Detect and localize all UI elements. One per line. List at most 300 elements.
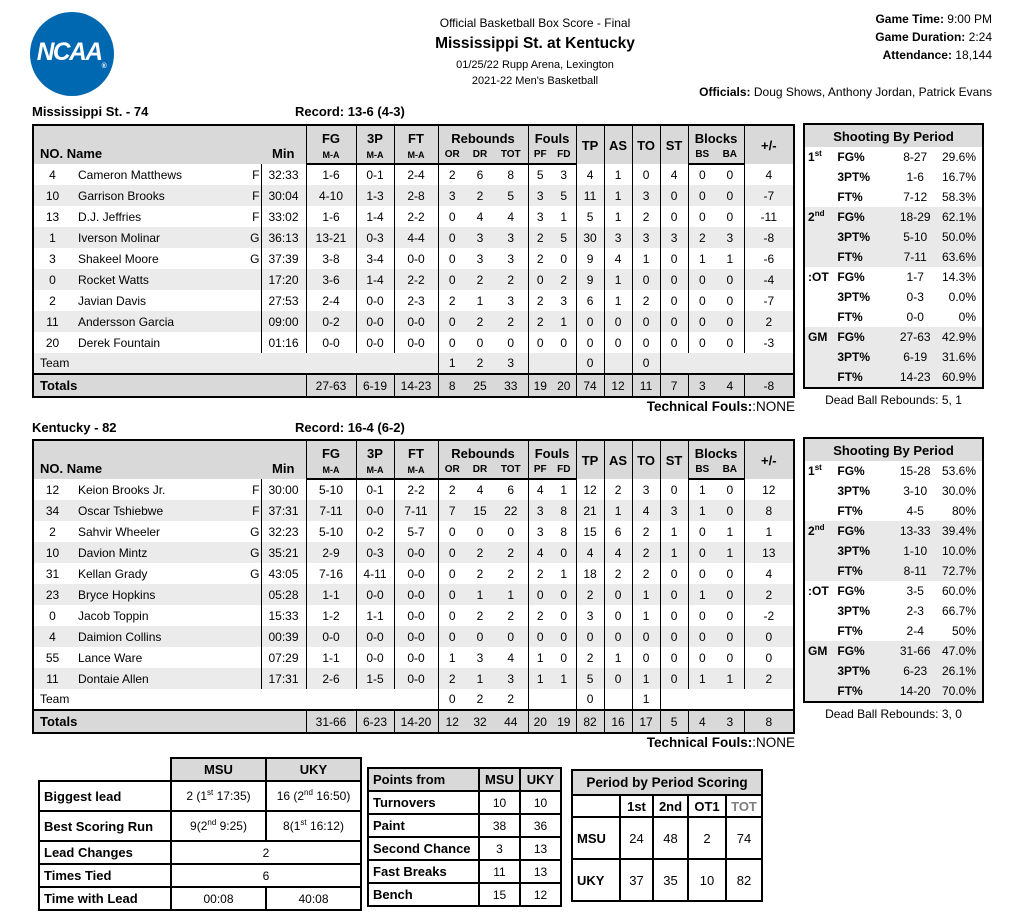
totals-ba: 3 bbox=[716, 710, 744, 733]
stat-ft: 0-0 bbox=[394, 311, 438, 332]
stat-bs: 1 bbox=[698, 503, 706, 518]
col-no-name: NO. Name bbox=[40, 461, 103, 476]
stat-fg: 5-10 bbox=[306, 479, 356, 500]
msu-team-name: Mississippi St. - 74 bbox=[32, 104, 149, 119]
stat-plus-minus: 0 bbox=[765, 629, 773, 644]
stat-ba: 3 bbox=[716, 227, 744, 248]
period-scoring-team: UKY bbox=[572, 859, 620, 901]
period-scoring-title: Period by Period Scoring bbox=[572, 770, 762, 795]
stat-tot: 8 bbox=[494, 164, 528, 185]
stat-ba: 0 bbox=[716, 605, 744, 626]
stat-to: 1 bbox=[632, 605, 660, 626]
stat-st: 0 bbox=[660, 647, 688, 668]
shooting-stat-label: FG% bbox=[837, 644, 865, 658]
player-number: 34 bbox=[45, 503, 60, 518]
best-scoring-run-label: Best Scoring Run bbox=[39, 811, 171, 841]
stat-tp: 21 bbox=[576, 500, 604, 521]
stat-tot: 3 bbox=[494, 227, 528, 248]
stat-st: 0 bbox=[660, 584, 688, 605]
points-from-table bbox=[367, 767, 562, 907]
col-2nd: 2nd bbox=[653, 795, 688, 817]
msu-dead-ball-rebounds: Dead Ball Rebounds: 5, 1 bbox=[825, 393, 962, 407]
stat-3p: 1-3 bbox=[356, 185, 394, 206]
stat-plus-minus: -11 bbox=[760, 209, 778, 224]
stat-fg: 2-9 bbox=[306, 542, 356, 563]
stat-fd: 0 bbox=[552, 626, 576, 647]
times-tied-label: Times Tied bbox=[39, 864, 171, 887]
player-name: Lance Ware bbox=[78, 650, 143, 665]
player-position bbox=[243, 668, 261, 689]
player-row bbox=[33, 185, 794, 206]
stat-min: 36:13 bbox=[261, 227, 306, 248]
stat-dr: 2 bbox=[476, 314, 484, 329]
stat-ba: 1 bbox=[716, 248, 744, 269]
shooting-stat-label: FT% bbox=[837, 190, 863, 204]
stat-fg: 1-2 bbox=[306, 605, 356, 626]
stat-ft: 2-2 bbox=[394, 206, 438, 227]
stat-3p: 1-4 bbox=[356, 269, 394, 290]
totals-label: Totals bbox=[33, 710, 306, 733]
shooting-row bbox=[804, 541, 983, 561]
stat-or: 0 bbox=[448, 335, 456, 350]
stat-fd: 8 bbox=[552, 500, 576, 521]
shooting-pct: 26.1% bbox=[941, 664, 976, 678]
shooting-pct: 66.7% bbox=[941, 604, 976, 618]
player-number: 0 bbox=[49, 272, 56, 287]
col-fg-ma: M-A bbox=[306, 146, 356, 164]
shooting-stat-label: FG% bbox=[837, 584, 865, 598]
shooting-made-att: 3-10 bbox=[903, 484, 928, 498]
stat-or: 2 bbox=[448, 671, 456, 686]
points-from-row bbox=[368, 860, 561, 883]
stat-ba: 0 bbox=[716, 647, 744, 668]
player-name: D.J. Jeffries bbox=[78, 209, 142, 224]
stat-bs: 0 bbox=[698, 650, 706, 665]
col-or: OR bbox=[438, 146, 466, 164]
shooting-pct: 60.0% bbox=[941, 584, 976, 598]
shooting-period bbox=[804, 481, 837, 501]
player-name: Iverson Molinar bbox=[78, 230, 161, 245]
points-from-title: Points from bbox=[368, 768, 479, 791]
stat-3p: 1-5 bbox=[356, 668, 394, 689]
shooting-period bbox=[804, 307, 837, 327]
stat-pf: 2 bbox=[536, 230, 544, 245]
lead-changes-value: 2 bbox=[171, 841, 361, 864]
stat-tot: 2 bbox=[494, 311, 528, 332]
shooting-period: GM bbox=[808, 644, 828, 658]
shooting-made-att: 14-23 bbox=[899, 370, 931, 384]
points-from-rows bbox=[368, 791, 561, 906]
stat-bs: 1 bbox=[698, 483, 706, 497]
shooting-stat-label: FT% bbox=[837, 684, 863, 698]
stat-tot: 4 bbox=[494, 647, 528, 668]
points-from-header bbox=[368, 768, 561, 791]
stat-fg: 1-1 bbox=[306, 647, 356, 668]
stat-fd: 1 bbox=[552, 668, 576, 689]
uky-shooting-rows bbox=[804, 461, 983, 702]
stat-plus-minus: 2 bbox=[765, 587, 773, 602]
stat-st: 1 bbox=[660, 542, 688, 563]
stat-min: 27:53 bbox=[261, 290, 306, 311]
stat-bs: 0 bbox=[698, 524, 706, 539]
player-name: Davion Mintz bbox=[78, 545, 148, 560]
stat-st: 0 bbox=[660, 206, 688, 227]
stat-ft: 0-0 bbox=[394, 584, 438, 605]
shooting-period bbox=[804, 287, 837, 307]
stat-tot: 6 bbox=[494, 479, 528, 500]
stat-min: 05:28 bbox=[261, 584, 306, 605]
stat-pf: 3 bbox=[536, 188, 544, 203]
stat-3p: 0-3 bbox=[356, 542, 394, 563]
col-blocks: Blocks bbox=[688, 440, 744, 461]
shooting-pct: 29.6% bbox=[941, 150, 976, 164]
stat-pf: 4 bbox=[536, 545, 544, 560]
shooting-pct: 63.6% bbox=[941, 250, 976, 264]
totals-bs: 3 bbox=[698, 378, 706, 393]
col-min: Min bbox=[261, 125, 306, 164]
player-row bbox=[33, 605, 794, 626]
stat-ba: 0 bbox=[716, 563, 744, 584]
stat-st: 3 bbox=[660, 500, 688, 521]
stat-or: 1 bbox=[448, 650, 456, 665]
stat-st: 4 bbox=[660, 164, 688, 185]
uky-players bbox=[33, 479, 794, 689]
stat-tp: 3 bbox=[576, 605, 604, 626]
shooting-row bbox=[804, 347, 983, 367]
stat-to: 3 bbox=[632, 185, 660, 206]
stat-3p: 0-0 bbox=[356, 626, 394, 647]
player-number: 1 bbox=[49, 230, 56, 245]
shooting-stat-label: FG% bbox=[837, 464, 865, 478]
shooting-pct: 80% bbox=[951, 504, 976, 518]
player-position: G bbox=[243, 227, 261, 248]
shooting-period bbox=[804, 187, 837, 207]
team-or: 0 bbox=[448, 692, 456, 706]
stat-tot: 0 bbox=[494, 521, 528, 542]
stat-to: 0 bbox=[632, 647, 660, 668]
stat-tp: 18 bbox=[576, 563, 604, 584]
col-tp: TP bbox=[576, 440, 604, 479]
stat-pf: 0 bbox=[536, 629, 544, 644]
stat-plus-minus: -4 bbox=[763, 272, 775, 287]
points-from-uky: 13 bbox=[520, 860, 561, 883]
stat-st: 0 bbox=[660, 290, 688, 311]
msu-box-score-table bbox=[32, 124, 795, 398]
player-row bbox=[33, 269, 794, 290]
player-row bbox=[33, 311, 794, 332]
shooting-made-att: 3-5 bbox=[906, 584, 924, 598]
header-center bbox=[325, 16, 745, 87]
player-row bbox=[33, 521, 794, 542]
stat-to: 2 bbox=[632, 521, 660, 542]
stat-tot: 4 bbox=[494, 206, 528, 227]
player-row bbox=[33, 647, 794, 668]
player-row bbox=[33, 584, 794, 605]
msu-column-header: MSU bbox=[171, 758, 266, 781]
shooting-made-att: 4-5 bbox=[906, 504, 924, 518]
stat-or: 0 bbox=[448, 209, 456, 224]
player-position bbox=[243, 269, 261, 290]
report-title: Official Basketball Box Score - Final bbox=[439, 16, 631, 30]
shooting-period bbox=[804, 601, 837, 621]
player-number: 31 bbox=[45, 566, 60, 581]
stat-pf: 0 bbox=[536, 587, 544, 602]
msu-record: Record: 13-6 (4-3) bbox=[295, 104, 405, 119]
stat-st: 0 bbox=[660, 185, 688, 206]
totals-to: 11 bbox=[632, 374, 660, 397]
totals-dr: 25 bbox=[473, 378, 487, 393]
stat-pf: 2 bbox=[536, 251, 544, 266]
team-fouls-empty bbox=[528, 353, 576, 374]
player-position: F bbox=[243, 206, 261, 227]
stat-ba: 1 bbox=[716, 668, 744, 689]
shooting-row bbox=[804, 267, 983, 287]
points-from-label: Turnovers bbox=[368, 791, 479, 814]
shooting-made-att: 5-10 bbox=[903, 230, 928, 244]
col-1st: 1st bbox=[620, 795, 653, 817]
stat-ft: 2-2 bbox=[394, 269, 438, 290]
stat-pf: 1 bbox=[536, 671, 544, 686]
lead-changes-label: Lead Changes bbox=[39, 841, 171, 864]
shooting-stat-label: FT% bbox=[837, 624, 863, 638]
ncaa-logo bbox=[30, 12, 114, 96]
stat-to: 1 bbox=[632, 248, 660, 269]
shooting-period bbox=[804, 661, 837, 681]
uky-table-tail bbox=[33, 689, 794, 733]
col-fd: FD bbox=[552, 146, 576, 164]
uky-dead-ball-rebounds: Dead Ball Rebounds: 3, 0 bbox=[825, 707, 962, 721]
stat-tp: 12 bbox=[576, 479, 604, 500]
stat-bs: 1 bbox=[698, 251, 706, 266]
stat-fg: 2-6 bbox=[306, 668, 356, 689]
totals-tot: 33 bbox=[494, 374, 528, 397]
game-duration: Game Duration: 2:24 bbox=[875, 30, 992, 44]
stat-fg: 0-2 bbox=[306, 311, 356, 332]
msu-team-title bbox=[32, 104, 795, 120]
stat-ba: 0 bbox=[716, 206, 744, 227]
stat-fg: 1-1 bbox=[306, 584, 356, 605]
stat-ft: 0-0 bbox=[394, 332, 438, 353]
stat-tp: 15 bbox=[576, 521, 604, 542]
col-rebounds: Rebounds bbox=[438, 125, 528, 146]
stat-bs: 1 bbox=[698, 671, 706, 686]
player-number: 4 bbox=[49, 629, 56, 644]
shooting-stat-label: FG% bbox=[837, 150, 865, 164]
stat-bs: 0 bbox=[698, 335, 706, 350]
shooting-pct: 0% bbox=[958, 310, 976, 324]
stat-ba: 0 bbox=[716, 332, 744, 353]
stat-fg: 5-10 bbox=[306, 521, 356, 542]
stat-st: 0 bbox=[660, 605, 688, 626]
player-name: Andersson Garcia bbox=[78, 314, 175, 329]
stat-ft: 2-3 bbox=[394, 290, 438, 311]
officials-line: Officials: Doug Shows, Anthony Jordan, Patrick Evans bbox=[699, 85, 992, 99]
shooting-row bbox=[804, 501, 983, 521]
stat-3p: 3-4 bbox=[356, 248, 394, 269]
stat-ba: 0 bbox=[716, 164, 744, 185]
stat-min: 00:39 bbox=[261, 626, 306, 647]
player-position: F bbox=[243, 164, 261, 185]
team-to: 1 bbox=[632, 689, 660, 710]
stat-or: 2 bbox=[448, 293, 456, 308]
shooting-row bbox=[804, 227, 983, 247]
stat-or: 0 bbox=[448, 608, 456, 623]
uky-record: Record: 16-4 (6-2) bbox=[295, 420, 405, 435]
team-fouls-empty bbox=[528, 689, 576, 710]
stat-min: 30:04 bbox=[261, 185, 306, 206]
shooting-period bbox=[804, 621, 837, 641]
player-name: Bryce Hopkins bbox=[78, 587, 156, 602]
shooting-stat-label: 3PT% bbox=[837, 290, 871, 304]
stat-dr: 3 bbox=[476, 650, 484, 665]
shooting-stat-label: FG% bbox=[837, 270, 865, 284]
stat-or: 3 bbox=[448, 188, 456, 203]
stat-dr: 15 bbox=[473, 503, 487, 518]
stat-or: 0 bbox=[448, 566, 456, 581]
stat-or: 2 bbox=[448, 168, 456, 182]
shooting-pct: 30.0% bbox=[941, 484, 976, 498]
stat-tp: 4 bbox=[576, 542, 604, 563]
points-from-msu: 3 bbox=[479, 837, 520, 860]
shooting-made-att: 8-11 bbox=[903, 564, 927, 578]
col-ft-ma: M-A bbox=[394, 146, 438, 164]
biggest-lead-label: Biggest lead bbox=[39, 781, 171, 811]
player-name: Javian Davis bbox=[78, 293, 147, 308]
stat-as: 0 bbox=[604, 584, 632, 605]
stat-dr: 0 bbox=[476, 629, 484, 644]
team-rebounds-row bbox=[33, 353, 794, 374]
stat-or: 0 bbox=[448, 314, 456, 329]
stat-tot: 3 bbox=[494, 668, 528, 689]
shooting-row bbox=[804, 481, 983, 501]
stat-or: 7 bbox=[448, 503, 456, 518]
stat-fg: 0-0 bbox=[306, 332, 356, 353]
stat-st: 3 bbox=[660, 227, 688, 248]
stat-min: 15:33 bbox=[261, 605, 306, 626]
team-as-empty bbox=[604, 353, 632, 374]
totals-ft: 14-20 bbox=[394, 710, 438, 733]
stat-tp: 30 bbox=[576, 227, 604, 248]
col-fd: FD bbox=[552, 461, 576, 479]
player-number: 10 bbox=[45, 188, 60, 203]
shooting-row bbox=[804, 461, 983, 481]
shooting-stat-label: FT% bbox=[837, 370, 863, 384]
col-pf: PF bbox=[528, 146, 552, 164]
shooting-pct: 60.9% bbox=[941, 370, 976, 384]
msu-table-header bbox=[33, 125, 794, 164]
stat-3p: 4-11 bbox=[356, 563, 394, 584]
player-name: Dontaie Allen bbox=[78, 671, 149, 686]
shooting-period: 1st bbox=[808, 149, 822, 164]
totals-as: 12 bbox=[604, 374, 632, 397]
shooting-made-att: 0-0 bbox=[906, 310, 924, 324]
shooting-pct: 58.3% bbox=[941, 190, 976, 204]
shooting-pct: 39.4% bbox=[941, 524, 976, 538]
shooting-row bbox=[804, 641, 983, 661]
totals-tot: 44 bbox=[494, 710, 528, 733]
stat-tp: 5 bbox=[576, 206, 604, 227]
totals-fg: 31-66 bbox=[306, 710, 356, 733]
stat-dr: 1 bbox=[476, 587, 484, 602]
msu-column-header: MSU bbox=[479, 768, 520, 791]
stat-min: 17:31 bbox=[261, 668, 306, 689]
shooting-row bbox=[804, 601, 983, 621]
player-position: G bbox=[243, 521, 261, 542]
points-from-label: Fast Breaks bbox=[368, 860, 479, 883]
col-dr: DR bbox=[466, 461, 494, 479]
shooting-title: Shooting By Period bbox=[804, 438, 983, 461]
shooting-row bbox=[804, 367, 983, 388]
stat-st: 0 bbox=[660, 311, 688, 332]
player-number: 0 bbox=[49, 608, 56, 623]
stat-ft: 2-8 bbox=[394, 185, 438, 206]
stat-3p: 0-3 bbox=[356, 227, 394, 248]
stat-to: 3 bbox=[632, 479, 660, 500]
stat-3p: 0-2 bbox=[356, 521, 394, 542]
stat-fg: 4-10 bbox=[306, 185, 356, 206]
shooting-period bbox=[804, 681, 837, 702]
stat-tot: 3 bbox=[494, 290, 528, 311]
player-position bbox=[243, 647, 261, 668]
shooting-row bbox=[804, 681, 983, 702]
shooting-period bbox=[804, 347, 837, 367]
shooting-made-att: 27-63 bbox=[899, 330, 931, 344]
stat-dr: 0 bbox=[476, 524, 484, 539]
stat-min: 17:20 bbox=[261, 269, 306, 290]
stat-dr: 2 bbox=[476, 608, 484, 623]
player-name: Daimion Collins bbox=[78, 629, 162, 644]
uky-shooting-by-period bbox=[803, 437, 984, 703]
stat-st: 1 bbox=[660, 521, 688, 542]
stat-ba: 0 bbox=[716, 290, 744, 311]
stat-to: 0 bbox=[632, 626, 660, 647]
stat-dr: 3 bbox=[476, 251, 484, 266]
stat-3p: 0-0 bbox=[356, 647, 394, 668]
shooting-made-att: 18-29 bbox=[899, 210, 931, 224]
stat-bs: 0 bbox=[698, 272, 706, 287]
stat-fd: 0 bbox=[552, 584, 576, 605]
stat-dr: 2 bbox=[476, 272, 484, 287]
stat-fg: 3-6 bbox=[306, 269, 356, 290]
col-ot1: OT1 bbox=[688, 795, 726, 817]
stat-fd: 3 bbox=[552, 290, 576, 311]
stat-ba: 0 bbox=[716, 269, 744, 290]
team-dr: 2 bbox=[476, 692, 484, 706]
shooting-row bbox=[804, 307, 983, 327]
stat-as: 0 bbox=[604, 332, 632, 353]
player-row bbox=[33, 332, 794, 353]
totals-as: 16 bbox=[604, 710, 632, 733]
totals-pf: 19 bbox=[533, 378, 547, 393]
stat-as: 1 bbox=[604, 206, 632, 227]
stat-fg: 2-4 bbox=[306, 290, 356, 311]
stat-plus-minus: 2 bbox=[765, 671, 773, 686]
player-position: F bbox=[243, 185, 261, 206]
stat-tot: 2 bbox=[494, 269, 528, 290]
stat-tp: 2 bbox=[576, 584, 604, 605]
time-with-lead-row bbox=[39, 887, 361, 910]
col-fg-ma: M-A bbox=[306, 461, 356, 479]
team-rest-empty bbox=[660, 689, 794, 710]
team-tp: 0 bbox=[576, 353, 604, 374]
stat-pf: 3 bbox=[536, 209, 544, 224]
period-scoring-ot1: 2 bbox=[688, 817, 726, 859]
col-dr: DR bbox=[466, 146, 494, 164]
stat-3p: 0-0 bbox=[356, 500, 394, 521]
stat-fg: 1-6 bbox=[306, 164, 356, 185]
stat-fd: 0 bbox=[552, 248, 576, 269]
shooting-pct: 50% bbox=[951, 624, 976, 638]
